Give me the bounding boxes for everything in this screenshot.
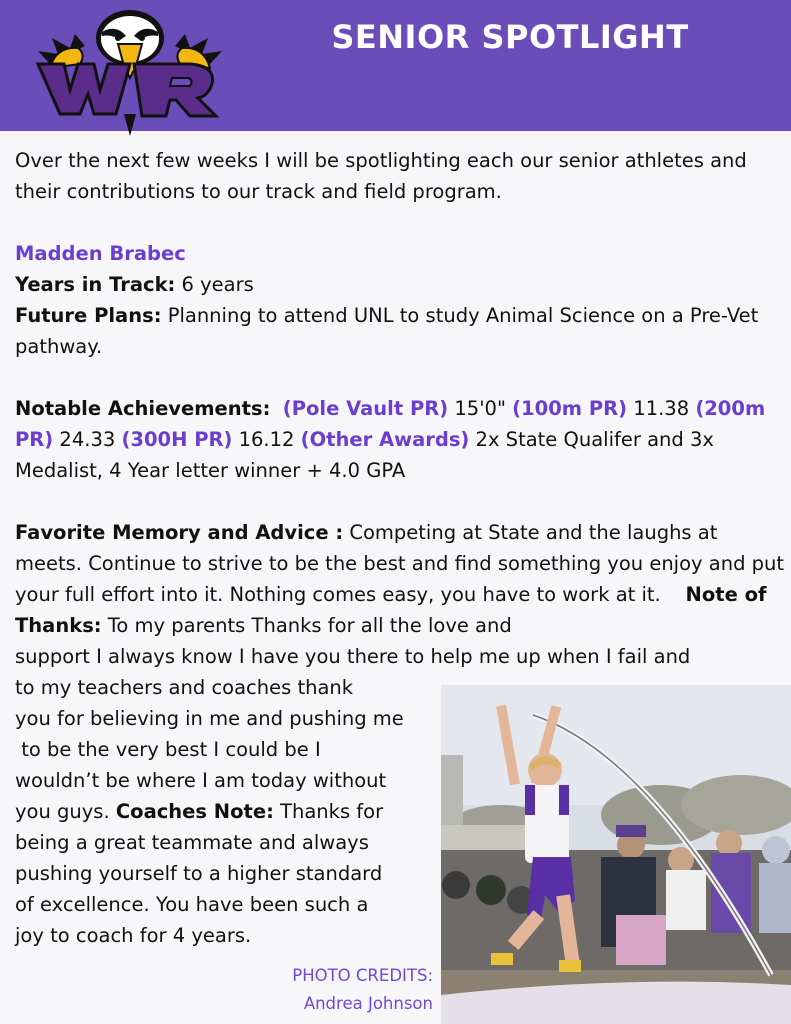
coaches-line: being a great teammate and always: [15, 831, 369, 854]
plans-label: Future Plans:: [15, 304, 162, 327]
m100-label: (100m PR): [512, 397, 628, 420]
coaches-line: of excellence. You have been such a: [15, 893, 369, 916]
years-in-track: [15, 269, 785, 300]
other-awards-label: (Other Awards): [300, 428, 470, 451]
other-awards-value: 2x State Qualifer and 3x Medalist, 4 Year letter winner + 4.0 GPA: [15, 428, 714, 482]
wrapped-text: [15, 672, 440, 951]
header-banner: [0, 0, 791, 131]
pole-vault-value: 15'0": [448, 397, 513, 420]
notable-achievements: [15, 393, 785, 486]
plans-value: Planning to attend UNL to study Animal Science on a Pre-Vet pathway.: [15, 304, 759, 358]
coaches-line: joy to coach for 4 years.: [15, 924, 252, 947]
thanks-line: To my parents Thanks for all the love and: [101, 614, 512, 637]
h300-value: 16.12: [232, 428, 301, 451]
years-label: Years in Track:: [15, 273, 176, 296]
thanks-label: Note of Thanks:: [15, 583, 767, 637]
eagle-wr-logo: [30, 6, 230, 136]
thanks-line: to my teachers and coaches thank: [15, 676, 354, 699]
photo-credits-label: PHOTO CREDITS:: [292, 966, 433, 985]
future-plans: [15, 300, 785, 362]
photo-credits: [238, 962, 433, 1018]
favorite-memory: [15, 517, 785, 641]
thanks-line: support I always know I have you there to help me up when I fail and: [15, 645, 691, 668]
pole-vault-photo: [441, 685, 791, 1024]
m200-value: 24.33: [53, 428, 122, 451]
coaches-note: [15, 796, 440, 827]
thanks-line: to be the very best I could be I: [15, 738, 321, 761]
pole-vault-label: (Pole Vault PR): [282, 397, 449, 420]
photo-credits-name: Andrea Johnson: [303, 994, 433, 1013]
years-value: 6 years: [175, 273, 254, 296]
achievements-label: Notable Achievements:: [15, 397, 271, 420]
memory-label: Favorite Memory and Advice :: [15, 521, 344, 544]
m200-label: (200m PR): [15, 397, 766, 451]
page-title: SENIOR SPOTLIGHT: [331, 18, 689, 56]
coaches-line: pushing yourself to a higher standard: [15, 862, 383, 885]
memory-text: Competing at State and the laughs at meets. Continue to strive to be the best and find something you enjoy and put your full effort into it. Nothing comes easy, you have to work at it.: [15, 521, 785, 606]
coaches-label: Coaches Note:: [115, 800, 274, 823]
athlete-name: Madden Brabec: [15, 242, 186, 265]
thanks-line: wouldn’t be where I am today without: [15, 769, 387, 792]
coaches-line: Thanks for: [273, 800, 384, 823]
thanks-line: you guys.: [15, 800, 116, 823]
m100-value: 11.38: [627, 397, 696, 420]
thanks-line: you for believing in me and pushing me: [15, 707, 404, 730]
intro-text: Over the next few weeks I will be spotlighting each our senior athletes and their contributions to our track and field program.: [15, 149, 747, 203]
h300-label: (300H PR): [121, 428, 233, 451]
